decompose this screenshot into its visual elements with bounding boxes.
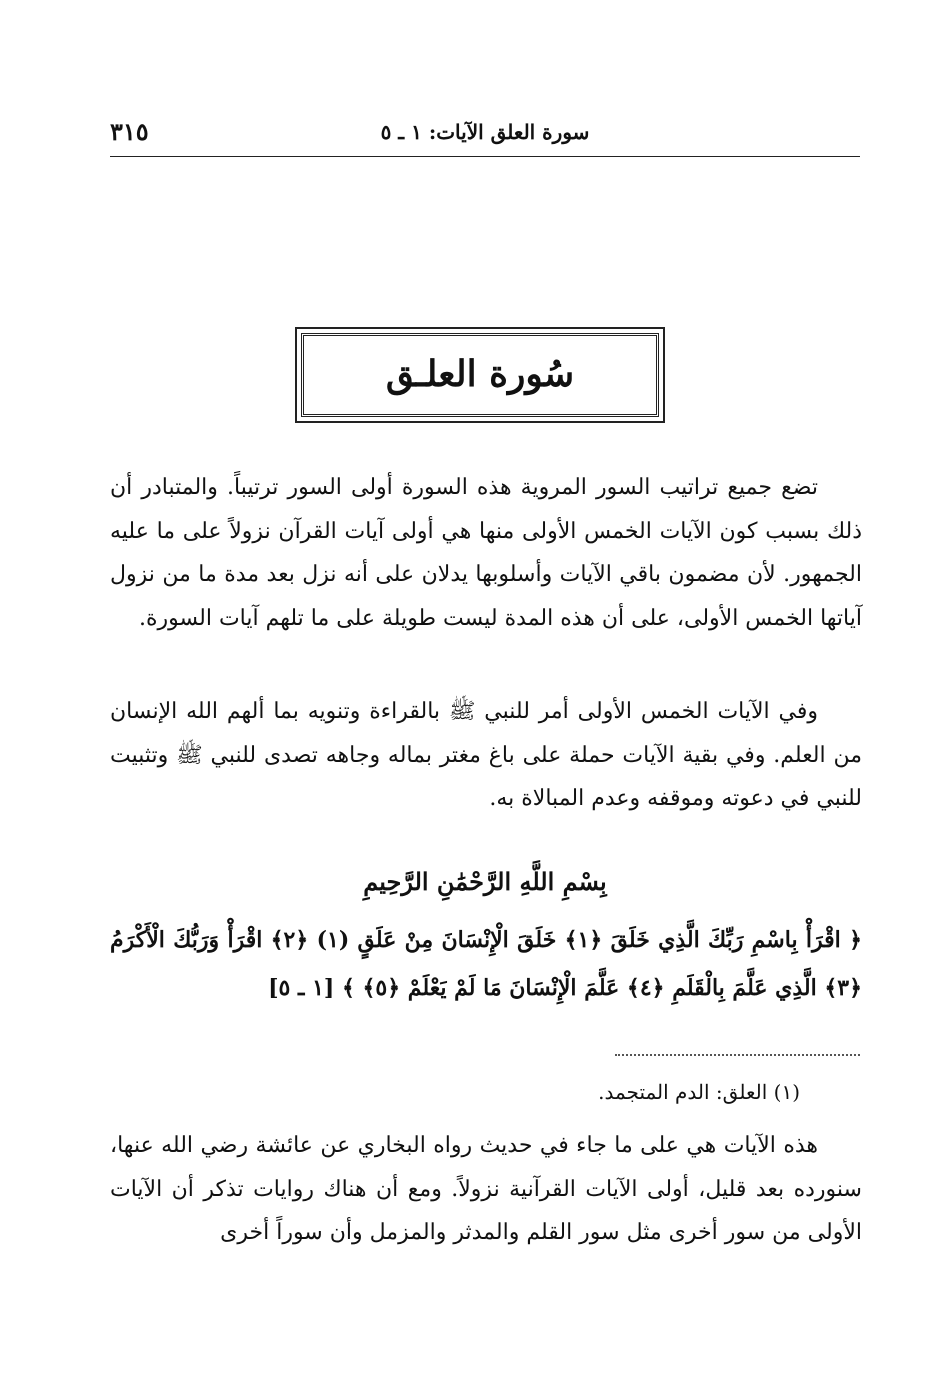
intro-paragraph-2: وفي الآيات الخمس الأولى أمر للنبي ﷺ بالقراءة وتنويه بما ألهم الله الإنسان من العلم. وفي بقية الآيات حملة على باغ مغتر بماله وجاهه تصدى للنبي ﷺ وتثبيت للنبي في دعوته وموقفه وعدم المبالاة به.	[110, 699, 862, 811]
commentary-paragraph-1: هذه الآيات هي على ما جاء في حديث رواه البخاري عن عائشة رضي الله عنها، سنورده بعد قليل، أولى الآيات القرآنية نزولاً. ومع أن هناك روايات تذكر أن الآيات الأولى من سور أخرى مثل سور القلم والمدثر والمزمل وأن سوراً أخرى	[110, 1133, 862, 1245]
page-number: ٣١٥	[110, 117, 149, 146]
footnote-separator	[615, 1054, 860, 1056]
footnote: (١) العلق: الدم المتجمد.	[598, 1080, 800, 1104]
surah-title: سُورة العلـق	[385, 353, 575, 395]
surah-title-frame	[295, 327, 665, 423]
header-rule	[110, 156, 860, 157]
running-title: سورة العلق الآيات: ١ ـ ٥	[380, 120, 590, 144]
intro-paragraph-1: تضع جميع تراتيب السور المروية هذه السورة أولى السور ترتيباً. والمتبادر أن ذلك بسبب كون الآيات الخمس الأولى منها هي أولى آيات القرآن نزولاً على ما عليه الجمهور. لأن مضمون باقي الآيات وأسلوبها يدلان على أنه نزل بعد مدة ما من نزول آياتها الخمس الأولى، على أن هذه المدة ليست طويلة على ما تلهم آيات السورة.	[110, 475, 862, 631]
running-header	[110, 116, 860, 156]
quran-verses: ﴿ اقْرَأْ بِاسْمِ رَبِّكَ الَّذِي خَلَقَ ﴿١﴾ خَلَقَ الْإِنْسَانَ مِنْ عَلَقٍ (١) ﴿٢﴾ اقْرَأْ وَرَبُّكَ الْأَكْرَمُ ﴿٣﴾ الَّذِي عَلَّمَ بِالْقَلَمِ ﴿٤﴾ عَلَّمَ الْإِنْسَانَ مَا لَمْ يَعْلَمْ ﴿٥﴾ ﴾ [١ ـ ٥]	[110, 927, 862, 1001]
basmala: بِسْمِ اللَّهِ الرَّحْمَٰنِ الرَّحِيمِ	[363, 867, 607, 896]
